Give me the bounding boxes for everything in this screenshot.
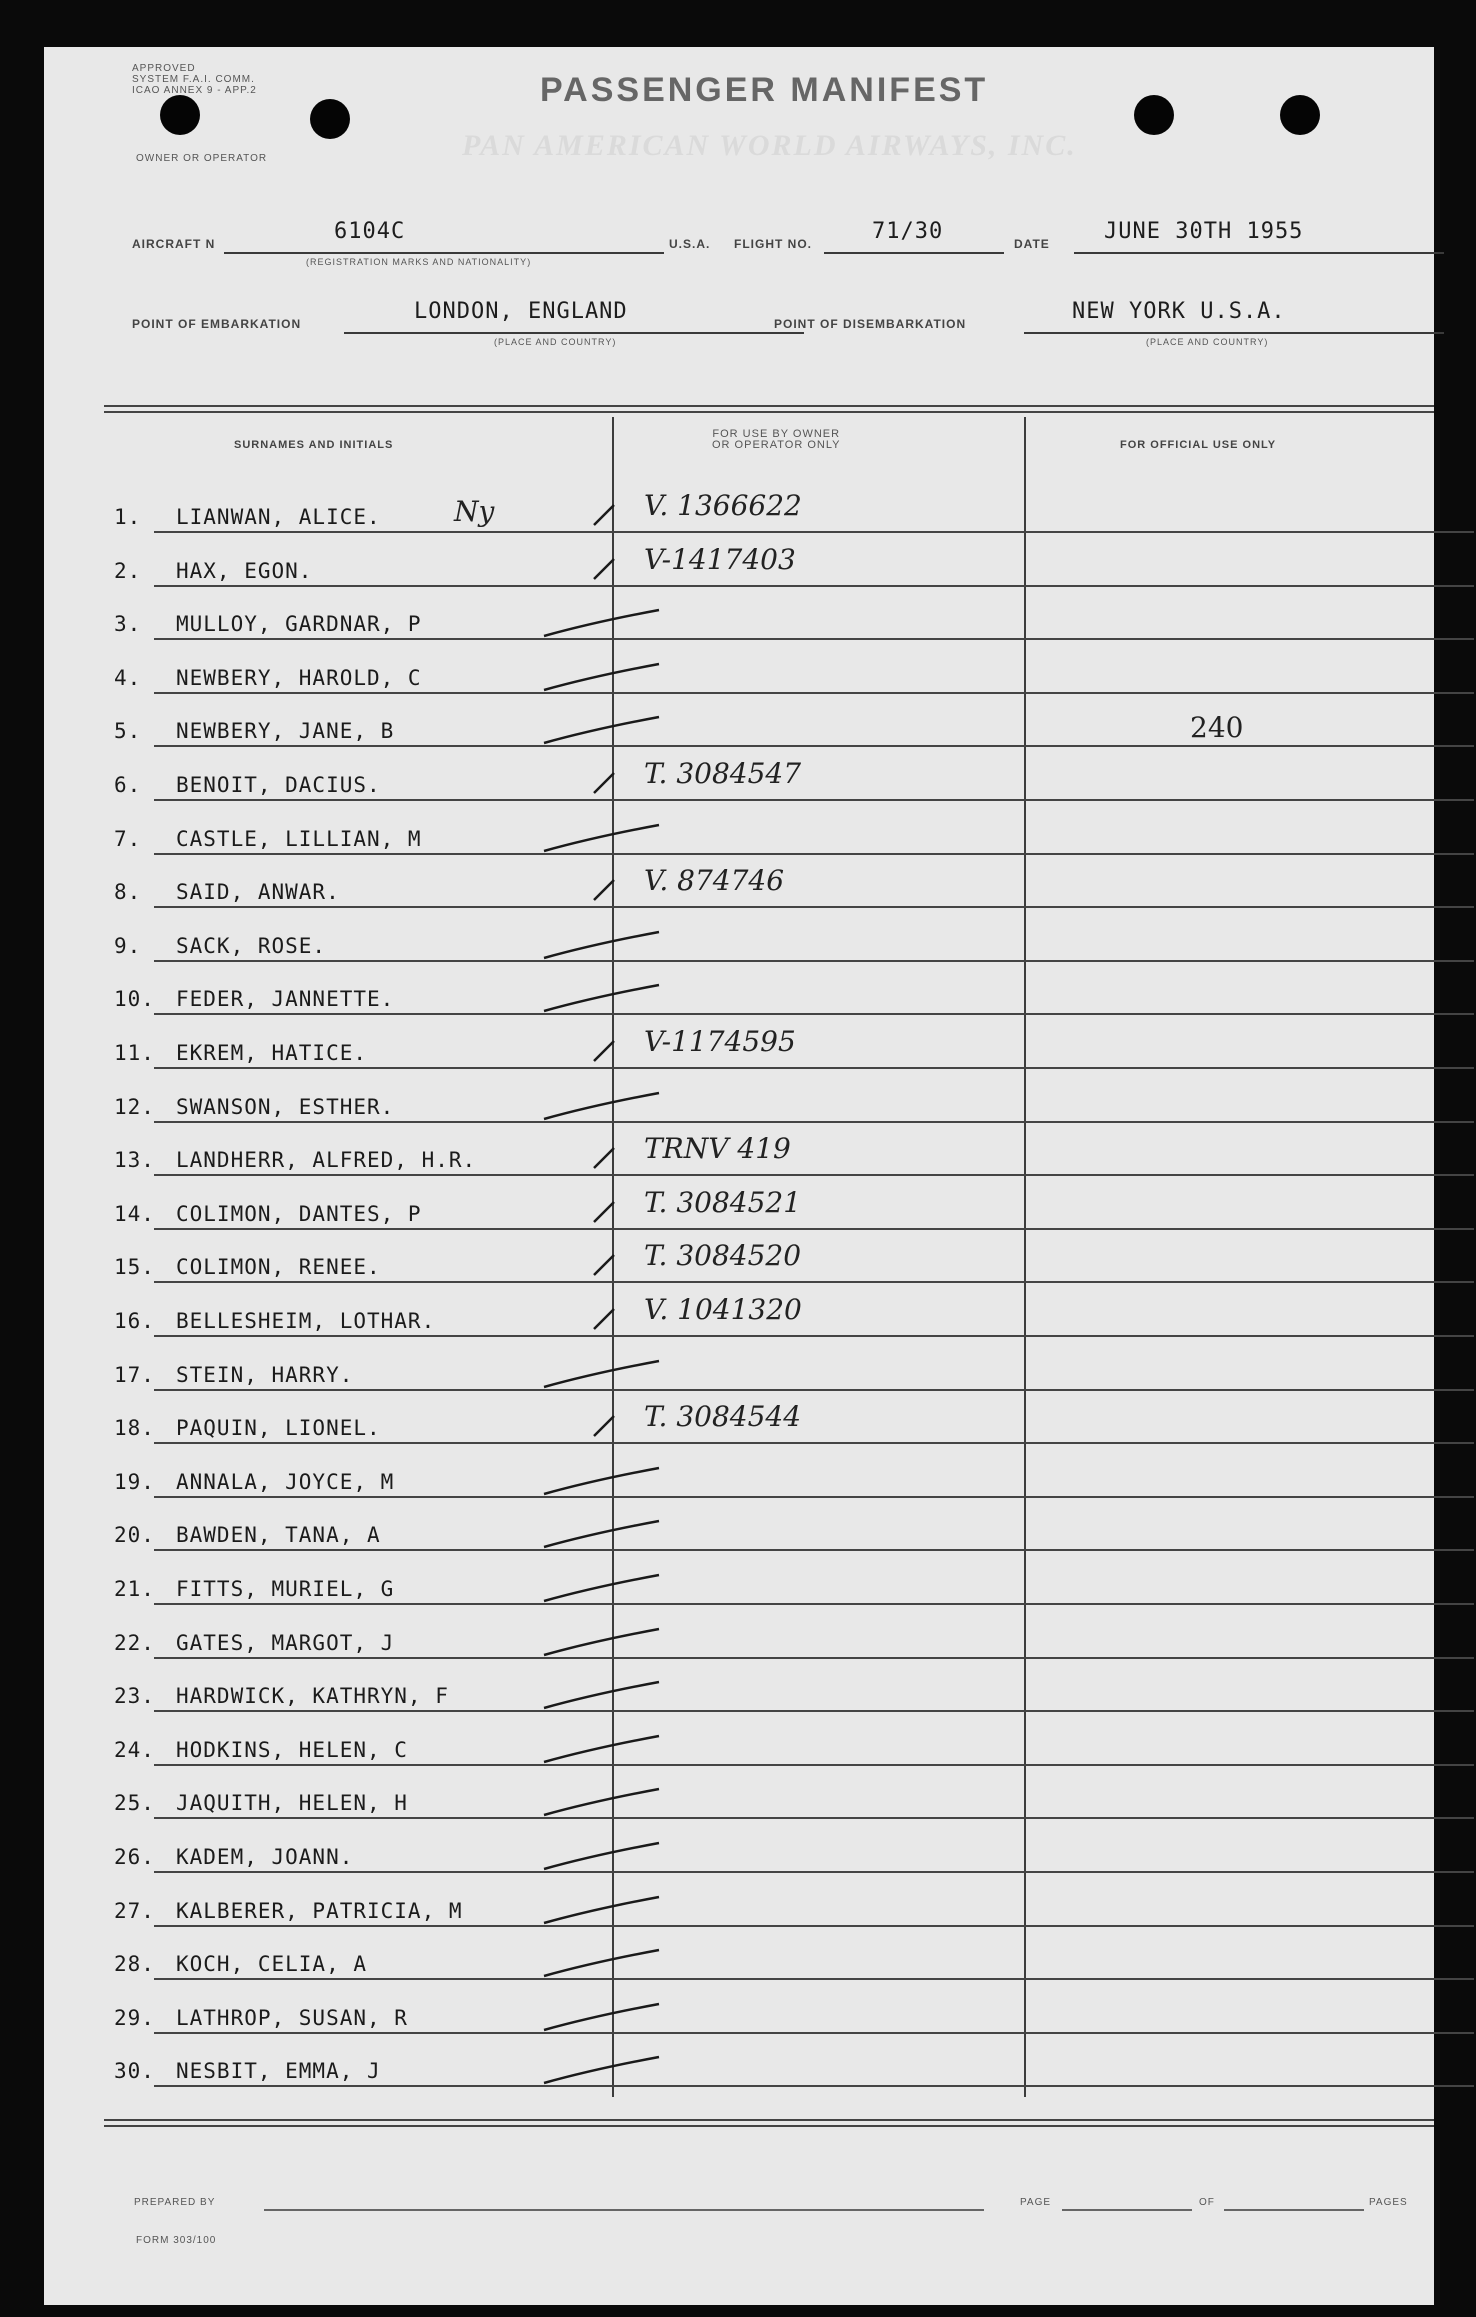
passenger-number: 8. xyxy=(114,880,142,905)
passenger-number: 16. xyxy=(114,1309,155,1333)
row-divider xyxy=(154,1871,1474,1873)
row-divider xyxy=(154,1067,1474,1069)
row-divider xyxy=(154,2032,1474,2034)
column-header-names: SURNAMES AND INITIALS xyxy=(234,439,394,451)
passenger-number: 26. xyxy=(114,1845,155,1869)
of-label: OF xyxy=(1199,2197,1215,2208)
official-note: 240 xyxy=(1190,711,1244,745)
row-divider xyxy=(154,1764,1474,1766)
owner-note: TRNV 419 xyxy=(644,1132,791,1166)
owner-label: OWNER OR OPERATOR xyxy=(136,153,268,164)
passenger-name: FITTS, MURIEL, G xyxy=(176,1577,395,1601)
passenger-name: STEIN, HARRY. xyxy=(176,1362,354,1387)
passenger-name: COLIMON, RENEE. xyxy=(176,1255,381,1280)
passenger-number: 10. xyxy=(114,987,155,1012)
passenger-name: SACK, ROSE. xyxy=(176,933,327,958)
passenger-number: 22. xyxy=(114,1630,155,1655)
passenger-name: BENOIT, DACIUS. xyxy=(176,773,381,797)
check-mark xyxy=(534,1513,674,1553)
check-mark xyxy=(534,1674,674,1714)
passenger-number: 28. xyxy=(114,1952,155,1977)
check-mark xyxy=(534,1942,674,1982)
passenger-number: 11. xyxy=(114,1041,155,1065)
row-divider xyxy=(154,585,1474,587)
check-mark xyxy=(534,602,674,642)
passenger-name: GATES, MARGOT, J xyxy=(176,1630,395,1655)
pages-label: PAGES xyxy=(1369,2197,1408,2208)
passenger-name: CASTLE, LILLIAN, M xyxy=(176,826,422,851)
airline-name: PAN AMERICAN WORLD AIRWAYS, INC. xyxy=(462,129,1077,162)
passenger-name: BAWDEN, TANA, A xyxy=(176,1523,381,1548)
flight-value: 71/30 xyxy=(872,219,944,244)
passenger-name: HAX, EGON. xyxy=(176,558,313,583)
disembarkation-label: POINT OF DISEMBARKATION xyxy=(774,317,967,331)
page-title: PASSENGER MANIFEST xyxy=(540,71,989,109)
check-mark xyxy=(534,1728,674,1768)
embarkation-value: LONDON, ENGLAND xyxy=(414,299,628,324)
passenger-number: 2. xyxy=(114,558,142,583)
passenger-name: NESBIT, EMMA, J xyxy=(176,2059,381,2084)
passenger-number: 18. xyxy=(114,1416,155,1441)
passenger-number: 1. xyxy=(114,505,142,529)
check-mark xyxy=(534,656,674,696)
row-divider xyxy=(154,1389,1474,1391)
passenger-number: 15. xyxy=(114,1255,155,1280)
passenger-name: FEDER, JANNETTE. xyxy=(176,987,395,1012)
passenger-name: SAID, ANWAR. xyxy=(176,880,340,905)
prepared-label: PREPARED BY xyxy=(134,2197,216,2208)
passenger-name: HARDWICK, KATHRYN, F xyxy=(176,1684,449,1709)
column-header-official: FOR OFFICIAL USE ONLY xyxy=(1120,439,1277,451)
passenger-number: 23. xyxy=(114,1684,155,1709)
check-mark xyxy=(534,1085,674,1125)
check-mark xyxy=(534,817,674,857)
approval-line: SYSTEM F.A.I. COMM. xyxy=(132,74,255,85)
passenger-number: 6. xyxy=(114,773,142,797)
row-divider xyxy=(154,1657,1474,1659)
owner-note: V. 874746 xyxy=(644,864,785,898)
row-divider xyxy=(154,1978,1474,1980)
aircraft-value: 6104C xyxy=(334,219,406,244)
passenger-name: NEWBERY, JANE, B xyxy=(176,719,395,744)
row-divider xyxy=(154,1549,1474,1551)
row-divider xyxy=(154,1281,1474,1283)
passenger-name: HODKINS, HELEN, C xyxy=(176,1737,408,1762)
row-divider xyxy=(154,1496,1474,1498)
row-divider xyxy=(154,799,1474,801)
passenger-name: BELLESHEIM, LOTHAR. xyxy=(176,1309,436,1333)
row-divider xyxy=(154,531,1474,533)
passenger-number: 20. xyxy=(114,1523,155,1548)
disembarkation-value: NEW YORK U.S.A. xyxy=(1072,299,1286,324)
owner-note: V. 1366622 xyxy=(644,489,802,522)
passenger-name: LANDHERR, ALFRED, H.R. xyxy=(176,1148,477,1173)
passenger-number: 4. xyxy=(114,665,142,690)
owner-header-line: OR OPERATOR ONLY xyxy=(712,439,841,451)
passenger-number: 21. xyxy=(114,1577,155,1601)
approval-line: ICAO ANNEX 9 - APP.2 xyxy=(132,85,257,96)
check-mark xyxy=(534,1781,674,1821)
passenger-number: 12. xyxy=(114,1094,155,1119)
passenger-number: 3. xyxy=(114,612,142,637)
passenger-name: COLIMON, DANTES, P xyxy=(176,1201,422,1226)
passenger-name: KALBERER, PATRICIA, M xyxy=(176,1898,463,1923)
form-number: FORM 303/100 xyxy=(136,2235,217,2246)
passenger-name: NEWBERY, HAROLD, C xyxy=(176,665,422,690)
row-divider xyxy=(154,1442,1474,1444)
owner-note: V-1174595 xyxy=(644,1025,796,1058)
owner-note: V. 1041320 xyxy=(644,1293,802,1326)
row-divider xyxy=(154,960,1474,962)
date-value: JUNE 30TH 1955 xyxy=(1104,219,1304,244)
row-divider xyxy=(154,2085,1474,2087)
embarkation-label: POINT OF EMBARKATION xyxy=(132,317,302,331)
owner-note: T. 3084521 xyxy=(644,1185,802,1219)
manifest-sheet xyxy=(44,47,1434,2305)
owner-note: T. 3084520 xyxy=(644,1239,802,1273)
passenger-number: 29. xyxy=(114,2005,155,2030)
passenger-number: 24. xyxy=(114,1737,155,1762)
passenger-name: LATHROP, SUSAN, R xyxy=(176,2005,408,2030)
check-mark xyxy=(534,709,674,749)
row-divider xyxy=(154,1228,1474,1230)
passenger-name: PAQUIN, LIONEL. xyxy=(176,1416,381,1441)
check-mark xyxy=(534,924,674,964)
check-mark xyxy=(534,977,674,1017)
passenger-name: SWANSON, ESTHER. xyxy=(176,1094,395,1119)
punch-hole xyxy=(310,99,350,139)
row-divider xyxy=(154,1013,1474,1015)
check-mark xyxy=(534,1353,674,1393)
owner-note: V-1417403 xyxy=(644,542,796,576)
passenger-number: 27. xyxy=(114,1898,155,1923)
owner-note: T. 3084544 xyxy=(644,1400,802,1434)
passenger-name: EKREM, HATICE. xyxy=(176,1041,368,1065)
check-mark xyxy=(534,1889,674,1929)
punch-hole xyxy=(1280,95,1320,135)
check-mark xyxy=(534,1835,674,1875)
row-divider xyxy=(154,1174,1474,1176)
aircraft-label: AIRCRAFT N xyxy=(132,237,216,251)
passenger-number: 5. xyxy=(114,719,142,744)
passenger-number: 9. xyxy=(114,933,142,958)
approval-line: APPROVED xyxy=(132,63,196,74)
flight-label: FLIGHT NO. xyxy=(734,237,812,251)
row-divider xyxy=(154,1817,1474,1819)
check-mark xyxy=(534,1567,674,1607)
usa-label: U.S.A. xyxy=(669,237,711,251)
row-divider xyxy=(154,1710,1474,1712)
owner-header-line: FOR USE BY OWNER xyxy=(712,428,841,440)
punch-hole xyxy=(160,95,200,135)
check-mark xyxy=(534,1460,674,1500)
row-divider xyxy=(154,692,1474,694)
check-mark xyxy=(534,1996,674,2036)
row-divider xyxy=(154,906,1474,908)
row-divider xyxy=(154,1335,1474,1337)
passenger-name: LIANWAN, ALICE. xyxy=(176,505,381,529)
approval-stamp xyxy=(132,63,257,96)
check-mark xyxy=(534,1621,674,1661)
column-header-owner xyxy=(712,429,840,451)
disembarkation-caption: (PLACE AND COUNTRY) xyxy=(1146,337,1269,347)
passenger-name: ANNALA, JOYCE, M xyxy=(176,1469,395,1494)
passenger-name: KOCH, CELIA, A xyxy=(176,1952,368,1977)
passenger-number: 17. xyxy=(114,1362,155,1387)
passenger-note: Ny xyxy=(454,495,495,528)
row-divider xyxy=(154,1925,1474,1927)
page-label: PAGE xyxy=(1020,2197,1052,2208)
owner-note: T. 3084547 xyxy=(644,757,802,790)
passenger-name: KADEM, JOANN. xyxy=(176,1845,354,1869)
passenger-number: 14. xyxy=(114,1201,155,1226)
passenger-number: 7. xyxy=(114,826,142,851)
row-divider xyxy=(154,638,1474,640)
row-divider xyxy=(154,745,1474,747)
passenger-number: 13. xyxy=(114,1148,155,1173)
embarkation-caption: (PLACE AND COUNTRY) xyxy=(494,337,617,347)
passenger-name: MULLOY, GARDNAR, P xyxy=(176,612,422,637)
passenger-number: 25. xyxy=(114,1791,155,1816)
row-divider xyxy=(154,853,1474,855)
passenger-number: 30. xyxy=(114,2059,155,2084)
check-mark xyxy=(534,2049,674,2089)
punch-hole xyxy=(1134,95,1174,135)
date-label: DATE xyxy=(1014,237,1050,251)
row-divider xyxy=(154,1603,1474,1605)
passenger-number: 19. xyxy=(114,1469,155,1494)
passenger-name: JAQUITH, HELEN, H xyxy=(176,1791,408,1816)
registration-caption: (REGISTRATION MARKS AND NATIONALITY) xyxy=(306,257,532,267)
row-divider xyxy=(154,1121,1474,1123)
